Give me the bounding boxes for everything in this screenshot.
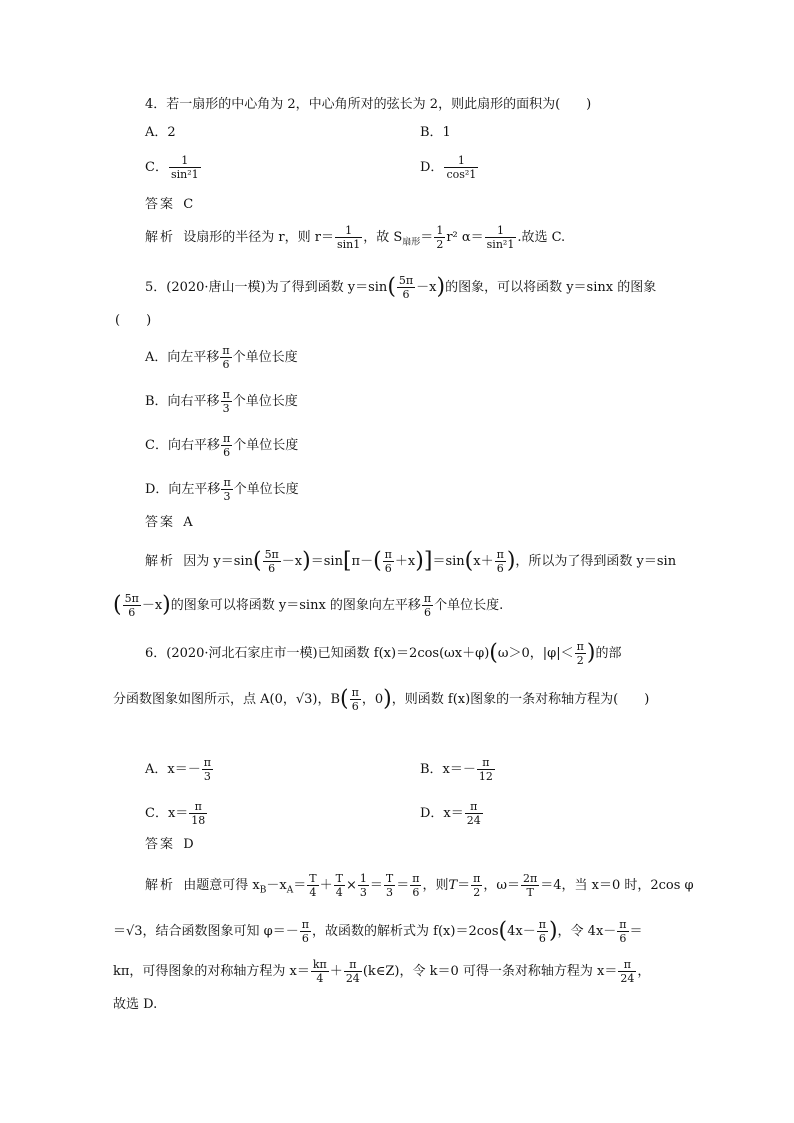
q5-analysis-line1: 解析 因为 y＝sin( $\frac{5\pi}{6}$ －x)＝sin[π－( $\frac{\pi}{6}$ ＋x)]＝sin(x＋ $\frac{\pi}{6}$ )，所以为了得到函数 y＝sin (145, 548, 677, 575)
q6-stem-line1: 6．(2020·河北石家庄市一模)已知函数 f(x)＝2cos(ωx＋φ)(ω＞0，|φ|＜ $\frac{\pi}{2}$ )的部 (145, 640, 622, 667)
q5-option-d: D．向左平移 $\frac{\pi}{3}$ 个单位长度 (145, 476, 299, 503)
q6-option-d: D．x＝ $\frac{\pi}{24}$ (420, 800, 481, 827)
q6-analysis-line4: 故选 D. (113, 997, 158, 1012)
q5-option-b: B．向右平移 $\frac{\pi}{3}$ 个单位长度 (145, 388, 298, 415)
q4-option-d-fraction: $\frac{1}{\text{cos²1}}$ (446, 154, 477, 181)
q4-option-c: C． $\frac{1}{\text{sin²1}}$ (145, 154, 199, 181)
q5-option-a: A．向左平移 $\frac{\pi}{6}$ 个单位长度 (145, 344, 298, 371)
q6-answer: 答案 D (145, 837, 194, 852)
q4-option-a: A．2 (145, 125, 176, 140)
q5-option-c: C．向右平移 $\frac{\pi}{6}$ 个单位长度 (145, 432, 299, 459)
q5-answer: 答案 A (145, 515, 193, 530)
q5-stem-paren: ( ) (115, 313, 152, 328)
q5-stem: 5．(2020·唐山一模)为了得到函数 y＝sin( $\frac{5\pi}{6}$ －x)的图象，可以将函数 y＝sinx 的图象 (145, 274, 657, 301)
q4-stem: 4．若一扇形的中心角为 2，中心角所对的弦长为 2，则此扇形的面积为( ) (145, 97, 592, 112)
q4-option-c-fraction: $\frac{1}{\text{sin²1}}$ (170, 154, 199, 181)
q6-stem-line2: 分函数图象如图所示，点 A(0，√3)，B( $\frac{\pi}{6}$ ，0)，则函数 f(x)图象的一条对称轴方程为( ) (113, 686, 650, 713)
q6-option-a: A．x＝－ $\frac{\pi}{3}$ (145, 756, 211, 783)
q4-analysis: 解析 设扇形的半径为 r，则 r＝ $\frac{1}{\sin 1}$ ，故 $S_{扇形}=$ $\frac{1}{2}$ r² α＝ $\frac{1}{\text{sin²1}}$ .故选 C. (145, 224, 566, 251)
q4-option-b: B．1 (420, 125, 451, 140)
q6-option-c: C．x＝ $\frac{\pi}{18}$ (145, 800, 206, 827)
q6-analysis-line1: 解析 由题意可得 $x_B-x_A=$ $\frac{T}{4}$ ＋ $\frac{T}{4}$ × $\frac{1}{3}$ ＝ $\frac{T}{3}$ ＝ $\frac{\pi}{6}$ ，则T＝ $\frac{\pi}{2}$ ，ω＝ $\frac{2\pi}{T}$ ＝4，当 x＝0 时，2cos φ (145, 872, 694, 899)
q6-option-b: B．x＝－ $\frac{\pi}{12}$ (420, 756, 493, 783)
q6-analysis-line3: kπ，可得图象的对称轴方程为 x＝ $\frac{k\pi}{4}$ ＋ $\frac{\pi}{24}$ (k∈Z)，令 k＝0 可得一条对称轴方程为 x＝ $\frac{\pi}{24}$ ， (113, 958, 651, 985)
q4-answer: 答案 C (145, 197, 194, 212)
q5-analysis-line2: ( $\frac{5\pi}{6}$ －x)的图象可以将函数 y＝sinx 的图象向左平移 $\frac{\pi}{6}$ 个单位长度. (113, 592, 504, 619)
q4-option-d: D． $\frac{1}{\text{cos²1}}$ (420, 154, 477, 181)
q6-analysis-line2: ＝√3，结合函数图象可知 φ＝－ $\frac{\pi}{6}$ ，故函数的解析式为 f(x)＝2cos(4x－ $\frac{\pi}{6}$ )，令 4x－ $\frac{\pi}{6}$ ＝ (113, 918, 643, 945)
